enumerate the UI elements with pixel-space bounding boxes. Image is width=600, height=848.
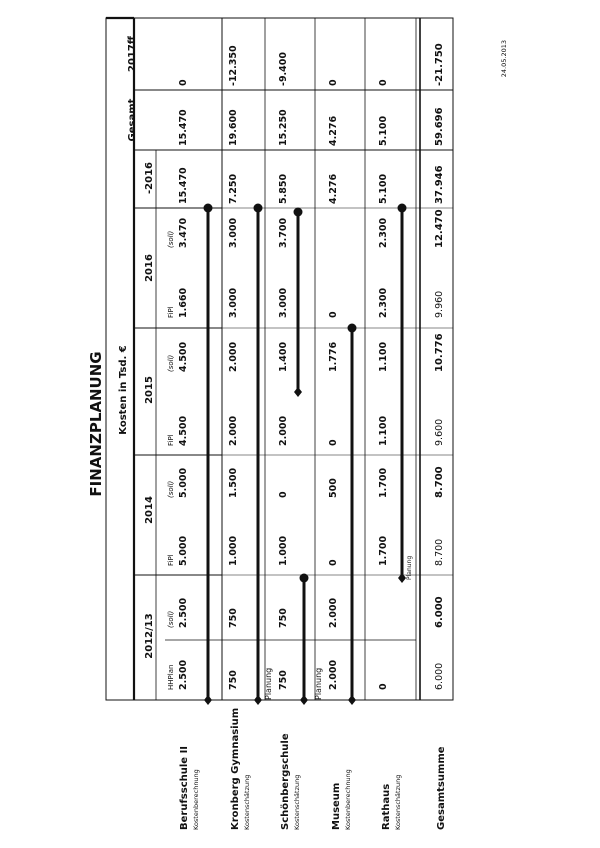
header-year-2016: 2016 [144, 254, 155, 282]
timeline-end-marker [348, 324, 357, 333]
row-sub-rathaus: Kostenschätzung [394, 774, 402, 830]
cell-to2016: 4.276 [328, 173, 339, 204]
cell-v2012a: 750 [278, 670, 289, 690]
cell-v2016a: 3.000 [278, 287, 289, 318]
planung-label-rathaus: Planung [406, 555, 413, 580]
cell-gesamt: 15.250 [278, 109, 289, 146]
sub-soll-2015: (soll) [167, 354, 175, 372]
total-v2016a: 9.960 [434, 290, 445, 318]
planung-label-schoenberg: Planung [314, 667, 323, 700]
cell-v2016a: 3.000 [228, 287, 239, 318]
total-v2016b: 12.470 [434, 209, 445, 248]
row-sub-schoenberg: Kostenschätzung [293, 774, 301, 830]
cell-v2015b: 1.400 [278, 341, 289, 372]
cell-v2014a: 1.700 [378, 535, 389, 566]
timeline-start-marker [294, 387, 302, 397]
timeline-end-marker [300, 574, 309, 583]
cell-ff: -9.400 [278, 52, 289, 86]
cell-v2014b: 1.500 [228, 467, 239, 498]
total-v2012a: 6.000 [434, 662, 445, 690]
cell-v2015a: 0 [328, 439, 339, 446]
row-sub-museum: Kostenberechnung [344, 769, 352, 830]
timeline-start-marker [398, 573, 406, 583]
row-label-total: Gesamtsumme [436, 746, 447, 830]
cell-v2014a: 0 [328, 559, 339, 566]
row-label-schoenberg: Schönbergschule [280, 733, 291, 830]
cell-v2014b: 5.000 [178, 467, 189, 498]
timeline-start-marker [348, 695, 356, 705]
cell-v2016b: 3.700 [278, 217, 289, 248]
cell-v2016a: 1.660 [178, 287, 189, 318]
cell-to2016: 7.250 [228, 173, 239, 204]
total-v2015a: 9.600 [434, 418, 445, 446]
timeline-end-marker [204, 204, 213, 213]
cell-ff: 0 [378, 79, 389, 86]
planung-label-kronberg: Planung [264, 667, 273, 700]
header-col-2017: 2017ff [127, 36, 138, 72]
cell-v2012b: 2.000 [328, 597, 339, 628]
cell-to2016: 15.470 [178, 167, 189, 204]
cell-v2016b: 3.470 [178, 217, 189, 248]
cell-v2016a: 0 [328, 311, 339, 318]
row-sub-kronberg: Kostenschätzung [243, 774, 251, 830]
timeline-bars [204, 204, 407, 706]
cell-v2015a: 1.100 [378, 415, 389, 446]
cell-to2016: 5.850 [278, 173, 289, 204]
header-year-2014: 2014 [144, 496, 155, 524]
cell-v2015a: 2.000 [228, 415, 239, 446]
cell-ff: -12.350 [228, 45, 239, 86]
total-v2014b: 8.700 [434, 466, 445, 498]
cell-v2012a: 2.500 [178, 659, 189, 690]
sub-fipi-2014: FiPl [167, 554, 175, 566]
table-values [178, 43, 445, 690]
cell-v2016b: 2.300 [378, 217, 389, 248]
cell-v2016b: 3.000 [228, 217, 239, 248]
cell-v2015b: 1.776 [328, 341, 339, 372]
cell-to2016: 5.100 [378, 173, 389, 204]
sub-fipi-2016: FiPl [167, 306, 175, 318]
row-label-museum: Museum [331, 782, 342, 830]
total-to2016: 37.946 [434, 165, 445, 204]
cell-gesamt: 5.100 [378, 115, 389, 146]
timeline-start-marker [300, 695, 308, 705]
sub-fipi-2015: FiPl [167, 434, 175, 446]
cell-v2012b: 750 [228, 608, 239, 628]
cell-v2012a: 2.000 [328, 659, 339, 690]
sub-hhplan: HHPlan [167, 664, 175, 690]
total-ff: -21.750 [434, 43, 445, 86]
cell-v2015a: 4.500 [178, 415, 189, 446]
cell-gesamt: 4.276 [328, 115, 339, 146]
timeline-start-marker [254, 695, 262, 705]
row-label-kronberg: Kronberg Gymnasium [230, 707, 241, 830]
cell-v2015a: 2.000 [278, 415, 289, 446]
total-v2012b: 6.000 [434, 596, 445, 628]
header-col-2016: -2016 [144, 162, 155, 194]
sub-soll-2012: (soll) [167, 610, 175, 628]
row-sub-berufsschule: Kostenberechnung [192, 769, 200, 830]
row-label-rathaus: Rathaus [381, 783, 392, 830]
timeline-end-marker [398, 204, 407, 213]
row-label-berufsschule: Berufsschule II [179, 745, 190, 830]
total-v2014a: 8.700 [434, 538, 445, 566]
header-year-2012: 2012/13 [144, 613, 155, 659]
cell-v2014a: 5.000 [178, 535, 189, 566]
sub-soll-2014: (soll) [167, 480, 175, 498]
cell-v2015b: 4.500 [178, 341, 189, 372]
cell-ff: 0 [178, 79, 189, 86]
cell-v2016a: 2.300 [378, 287, 389, 318]
cell-v2014b: 500 [328, 478, 339, 498]
cell-ff: 0 [328, 79, 339, 86]
page-title: FINANZPLANUNG [87, 351, 105, 497]
cell-v2014b: 0 [278, 491, 289, 498]
cell-v2012a: 0 [378, 683, 389, 690]
cell-v2015b: 1.100 [378, 341, 389, 372]
cell-v2012b: 2.500 [178, 597, 189, 628]
row-labels [179, 708, 447, 830]
total-gesamt: 59.696 [434, 107, 445, 146]
header-year-2015: 2015 [144, 376, 155, 404]
header-kosten: Kosten in Tsd. € [118, 345, 129, 435]
cell-v2014a: 1.000 [228, 535, 239, 566]
timeline-start-marker [204, 695, 212, 705]
cell-v2012a: 750 [228, 670, 239, 690]
sub-soll-2016: (soll) [167, 230, 175, 248]
cell-v2014a: 1.000 [278, 535, 289, 566]
header-col-gesamt: Gesamt [127, 98, 138, 142]
timeline-end-marker [294, 208, 303, 217]
cell-v2012b: 750 [278, 608, 289, 628]
cell-v2014b: 1.700 [378, 467, 389, 498]
total-v2015b: 10.776 [434, 333, 445, 372]
cell-gesamt: 19.600 [228, 109, 239, 146]
document-date: 24.05.2013 [500, 40, 508, 78]
cell-v2015b: 2.000 [228, 341, 239, 372]
cell-gesamt: 15.470 [178, 109, 189, 146]
table-header [118, 35, 175, 690]
timeline-end-marker [254, 204, 263, 213]
